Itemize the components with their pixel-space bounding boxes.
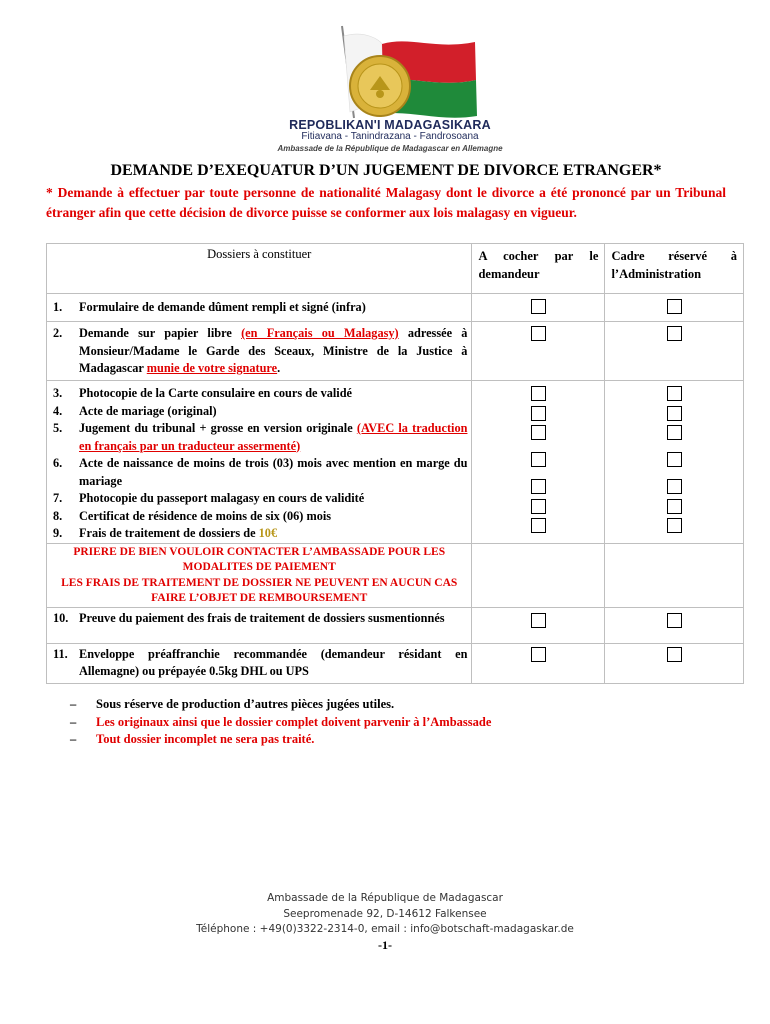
checkbox-applicant-3[interactable] xyxy=(531,386,546,401)
emblem-subtitle: Ambassade de la République de Madagascar en Allemagne xyxy=(277,144,503,153)
checkbox-applicant-5[interactable] xyxy=(531,425,546,440)
list-item: 4. Acte de mariage (original) xyxy=(53,403,217,418)
checkbox-admin-9[interactable] xyxy=(667,518,682,533)
checkbox-applicant-8[interactable] xyxy=(531,499,546,514)
list-item: 2. Demande sur papier libre (en Français ou Malagasy) adressée à Monsieur/Madame le Garde des Sceaux, Ministre de la Justice à Madagascar munie de votre signature. xyxy=(53,326,468,375)
documents-table xyxy=(46,243,744,684)
list-item: 7. Photocopie du passeport malagasy en cours de validité xyxy=(53,491,365,505)
checkbox-admin-10[interactable] xyxy=(667,613,682,628)
no-refund-note: LES FRAIS DE TRAITEMENT DE DOSSIER NE PEUVENT EN AUCUN CAS FAIRE L’OBJET DE REMBOURSEMENT xyxy=(61,576,458,604)
list-item: 8. Certificat de résidence de moins de six (06) mois xyxy=(53,508,332,523)
checkbox-admin-3[interactable] xyxy=(667,386,682,401)
page-title: DEMANDE D’EXEQUATUR D’UN JUGEMENT DE DIVORCE ETRANGER* xyxy=(110,162,662,179)
additional-notes xyxy=(70,696,491,749)
header-admin: Cadre réservé à l’Administration xyxy=(605,244,744,294)
intro-note: * Demande à effectuer par toute personne de nationalité Malagasy dont le divorce a été prononcé par un Tribunal étranger afin que cette décision de divorce puisse se conformer aux lois malagasy en vigueur. xyxy=(46,185,726,220)
checkbox-applicant-9[interactable] xyxy=(531,518,546,533)
list-item: – Sous réserve de production d’autres pièces jugées utiles. xyxy=(70,697,395,711)
table-row xyxy=(47,322,744,381)
checkbox-admin-4[interactable] xyxy=(667,406,682,421)
emblem-title: REPOBLIKAN'I MADAGASIKARA xyxy=(289,118,491,132)
checkbox-admin-6[interactable] xyxy=(667,452,682,467)
payment-contact-note: PRIERE DE BIEN VOULOIR CONTACTER L’AMBASSADE POUR LES MODALITES DE PAIEMENT xyxy=(73,545,446,573)
footer-address: Seepromenade 92, D-14612 Falkensee xyxy=(283,907,487,920)
checkbox-admin-1[interactable] xyxy=(667,299,682,314)
footer-contact: Téléphone : +49(0)3322-2314-0, email : info@botschaft-madagaskar.de xyxy=(196,923,574,935)
footer-embassy: Ambassade de la République de Madagascar xyxy=(267,892,503,904)
checkbox-admin-11[interactable] xyxy=(667,647,682,662)
checkbox-admin-5[interactable] xyxy=(667,425,682,440)
checkbox-applicant-4[interactable] xyxy=(531,406,546,421)
item-text: Formulaire de demande dûment rempli et signé (infra) xyxy=(79,300,366,314)
list-item: 11. Enveloppe préaffranchie recommandée (demandeur résidant en Allemagne) ou prépayée 0.5kg DHL ou UPS xyxy=(53,646,468,678)
list-item: 6. Acte de naissance de moins de trois (03) mois avec mention en marge du mariage xyxy=(53,456,468,488)
checkbox-applicant-2[interactable] xyxy=(531,326,546,341)
table-header-row xyxy=(47,244,744,294)
signature-requirement: munie de votre signature xyxy=(146,361,278,375)
checkbox-admin-7[interactable] xyxy=(667,479,682,494)
header-demandeur: A cocher par le demandeur xyxy=(472,244,605,294)
table-row xyxy=(47,294,744,322)
list-item: 5. Jugement du tribunal + grosse en version originale (AVEC la traduction en français par un traducteur assermenté) xyxy=(53,421,468,453)
list-item: – Tout dossier incomplet ne sera pas traité. xyxy=(70,732,315,746)
table-row xyxy=(47,381,744,544)
payment-notes-row xyxy=(47,543,744,607)
page-number: -1- xyxy=(378,937,392,952)
checkbox-admin-8[interactable] xyxy=(667,499,682,514)
table-row xyxy=(47,607,744,643)
language-requirement: (en Français ou Malagasy) xyxy=(241,326,399,340)
page-footer xyxy=(0,891,770,953)
checkbox-applicant-11[interactable] xyxy=(531,647,546,662)
checkbox-applicant-10[interactable] xyxy=(531,613,546,628)
table-row xyxy=(47,643,744,683)
checkbox-applicant-1[interactable] xyxy=(531,299,546,314)
translation-requirement: (AVEC la traduction en français par un traducteur assermenté) xyxy=(79,421,468,453)
list-item: 10. Preuve du paiement des frais de traitement de dossiers susmentionnés xyxy=(53,610,445,625)
checkbox-applicant-6[interactable] xyxy=(531,452,546,467)
list-item: 1. Formulaire de demande dûment rempli et signé (infra) xyxy=(47,299,471,317)
list-item: 9. Frais de traitement de dossiers de 10€ xyxy=(53,526,278,540)
list-item: – Les originaux ainsi que le dossier complet doivent parvenir à l’Ambassade xyxy=(70,714,492,729)
fee-amount: 10€ xyxy=(258,526,278,540)
checkbox-admin-2[interactable] xyxy=(667,326,682,341)
list-item: 3. Photocopie de la Carte consulaire en cours de validé xyxy=(53,386,353,400)
header-dossiers: Dossiers à constituer xyxy=(47,244,472,294)
emblem-motto: Fitiavana - Tanindrazana - Fandrosoana xyxy=(301,131,479,142)
checkbox-applicant-7[interactable] xyxy=(531,479,546,494)
